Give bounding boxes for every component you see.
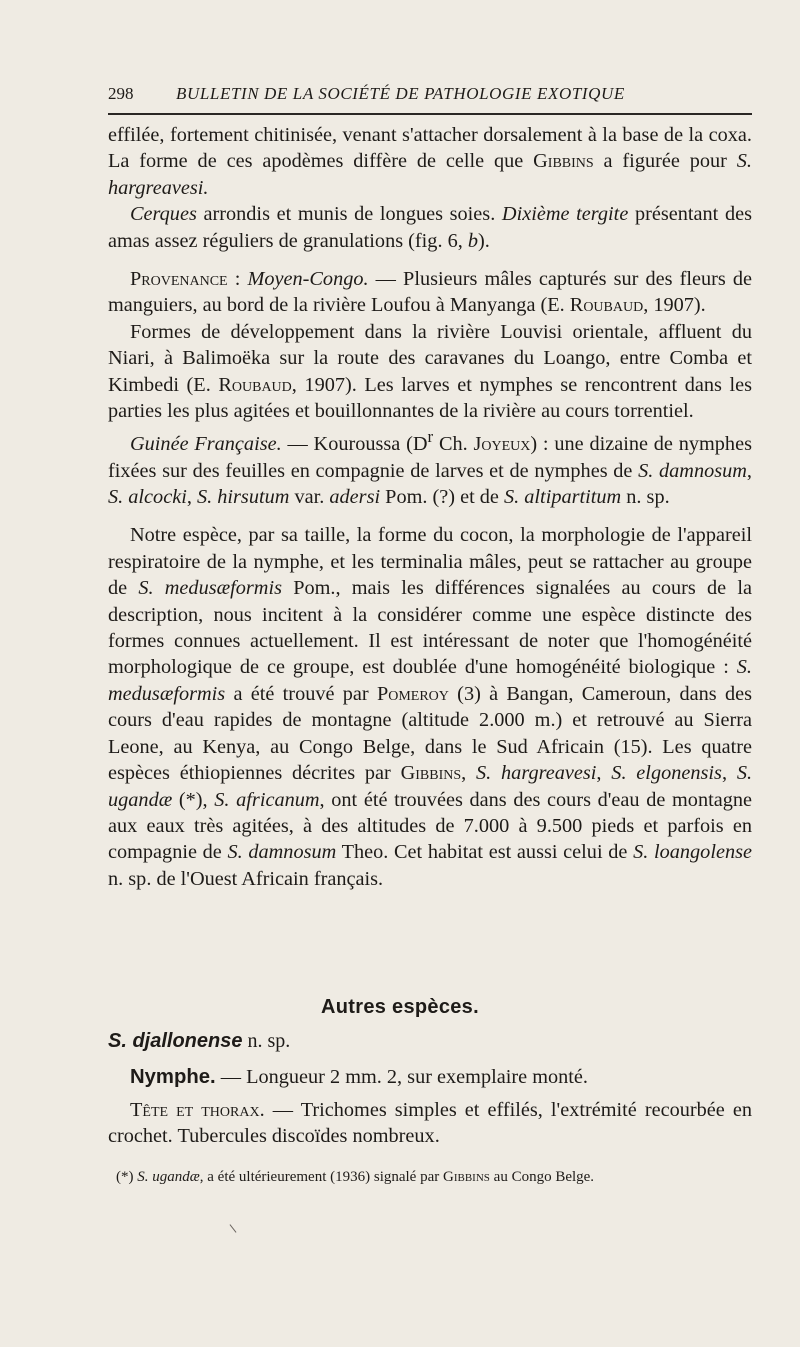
text-run: (3) à Bangan, Cameroun, dans des cours d'eau rapides de montagne (altitude 2.000 m.) et retrouvé au Sierra Leone, au Kenya, au Congo Belge, dans le Sud Africain (15). Les quatre espèces éthiopiennes décrites par — [108, 682, 753, 785]
species-heading — [108, 1030, 290, 1053]
species-name: S. hirsutum — [196, 486, 290, 509]
species-name: S. ugandæ — [137, 1169, 200, 1185]
variety-name: adersi — [329, 486, 381, 509]
paragraph-gap — [108, 254, 752, 266]
term-cerques: Cerques — [130, 203, 197, 226]
species-name: S. medusæformis — [108, 656, 752, 705]
species-name: S. damnosum — [638, 459, 747, 482]
text-run: Pom., mais les différences signalées au cours de la description, nous incitent à la considérer comme une espèce distincte des formes connues actuellement. Il est intéressant de noter que l'homogénéité morphologique de ce groupe, est doublée d'une homogénéité biologique : — [108, 577, 752, 679]
text-run: a été trouvé par — [225, 682, 377, 705]
nymph-label: Nymphe. — [130, 1066, 216, 1088]
figure-ref: b — [467, 229, 479, 252]
species-name: S. ugandæ — [108, 762, 753, 811]
thorax-text: — Trichomes simples et effilés, l'extrémité recourbée en crochet. Tubercules discoïdes nombreux. — [108, 1099, 752, 1148]
text-run: Ch. — [433, 433, 474, 456]
nymph-text: — Longueur 2 mm. 2, sur exemplaire monté. — [215, 1066, 588, 1088]
text-run: (*), — [172, 788, 215, 811]
text-run: Pom. (?) et de — [380, 486, 504, 509]
superscript: r — [427, 427, 434, 447]
author-name: Joyeux — [473, 433, 531, 456]
text-run: Formes de développement dans la rivière Louvisi orientale, affluent du Niari, à Balimoëka sur la route des caravanes du Loango, entre Comba et Kimbedi (E. — [108, 320, 752, 396]
text-run: ) : une dizaine de nymphes fixées sur des feuilles en compagnie de larves et de nymphes de — [108, 433, 752, 482]
text-run: Notre espèce, par sa taille, la forme du cocon, la morphologie de l'appareil respiratoire de la nymphe, et les terminalia mâles, peut se rattacher au groupe de — [108, 524, 752, 600]
species-name: S. hargreavesi. — [108, 150, 752, 199]
text-run: var. — [289, 486, 330, 509]
header-rule — [108, 113, 752, 115]
paragraph-gap — [108, 510, 752, 522]
footnote-marker: (*) — [116, 1169, 138, 1185]
paragraph-guinee — [108, 424, 752, 510]
author-name: Roubaud — [569, 294, 644, 317]
species-name: S. loangolense — [633, 841, 752, 864]
thorax-description — [108, 1097, 752, 1150]
text-run: , — [186, 486, 197, 509]
species-suffix: n. sp. — [242, 1030, 291, 1052]
text-run: — Plusieurs mâles capturés sur des fleurs de manguiers, au bord de la rivière Loufou à Manyanga (E. — [108, 268, 753, 317]
text-run: , 1907). — [643, 294, 706, 317]
text-run: , — [461, 762, 477, 785]
page-number: 298 — [108, 84, 134, 103]
text-run: a figurée pour — [593, 150, 737, 173]
term-dixieme-tergite: Dixième tergite — [501, 203, 629, 226]
author-name: Gibbins — [443, 1169, 490, 1185]
species-name: S. alcocki — [108, 486, 187, 509]
thorax-label: Tête et thorax. — [130, 1099, 265, 1121]
paragraph-discussion — [108, 522, 752, 892]
author-name: Roubaud — [218, 373, 292, 396]
provenance-label: Provenance — [130, 268, 228, 291]
paragraph-development — [108, 319, 752, 425]
text-run: n. sp. — [621, 486, 670, 509]
text-run: , — [746, 459, 752, 482]
main-text — [108, 122, 752, 892]
paragraph-apodemes — [108, 122, 752, 201]
page-header — [108, 84, 748, 112]
text-run: arrondis et munis de longues soies. — [196, 203, 502, 226]
text-run: , — [596, 762, 612, 785]
place-name: Moyen-Congo. — [247, 268, 369, 291]
author-name: Gibbins — [533, 150, 594, 173]
paragraph-provenance — [108, 266, 752, 319]
text-run: — Kouroussa (D — [281, 433, 428, 456]
species-name: S. hargreavesi — [476, 762, 597, 785]
text-run: présentant des amas assez réguliers de granulations (fig. 6, — [108, 203, 752, 252]
species-name: S. elgonensis — [611, 762, 722, 785]
text-run: ). — [478, 229, 490, 252]
text-run: , 1907). Les larves et nymphes se rencontrent dans les parties les plus agitées et bouillonnantes de la rivière au cours torrentiel. — [108, 373, 752, 423]
species-name: S. damnosum — [227, 841, 337, 864]
species-name: S. medusæformis — [138, 577, 282, 600]
species-latin-name: S. djallonense — [108, 1030, 243, 1052]
text-run: effilée, fortement chitinisée, venant s'attacher dorsalement à la base de la coxa. La forme de ces apodèmes diffère de celle que — [108, 124, 752, 173]
footnote — [108, 1168, 752, 1186]
stray-pen-mark — [230, 1224, 237, 1232]
place-name: Guinée Française. — [130, 433, 282, 456]
text-run: , ont été trouvées dans des cours d'eau de montagne aux eaux très agitées, à des altitudes de 7.000 à 9.500 pieds et parfois en compagnie de — [108, 788, 753, 864]
species-name: S. altipartitum — [504, 486, 622, 509]
text-run: au Congo Belge. — [489, 1169, 595, 1185]
running-title: BULLETIN DE LA SOCIÉTÉ DE PATHOLOGIE EXOTIQUE — [176, 84, 625, 103]
text-run: Theo. Cet habitat est aussi celui de — [336, 841, 634, 864]
nymph-description — [130, 1066, 588, 1089]
text-run: , a été ultérieurement (1936) signalé par — [199, 1169, 443, 1185]
species-name: S. africanum — [214, 788, 320, 811]
author-name: Gibbins — [400, 762, 462, 785]
author-name: Pomeroy — [376, 682, 449, 705]
text-run: : — [227, 268, 248, 291]
section-heading: Autres espèces. — [321, 996, 479, 1018]
text-run: , — [721, 762, 737, 785]
paragraph-cerques — [108, 201, 752, 254]
text-run: n. sp. de l'Ouest Africain français. — [108, 867, 384, 890]
